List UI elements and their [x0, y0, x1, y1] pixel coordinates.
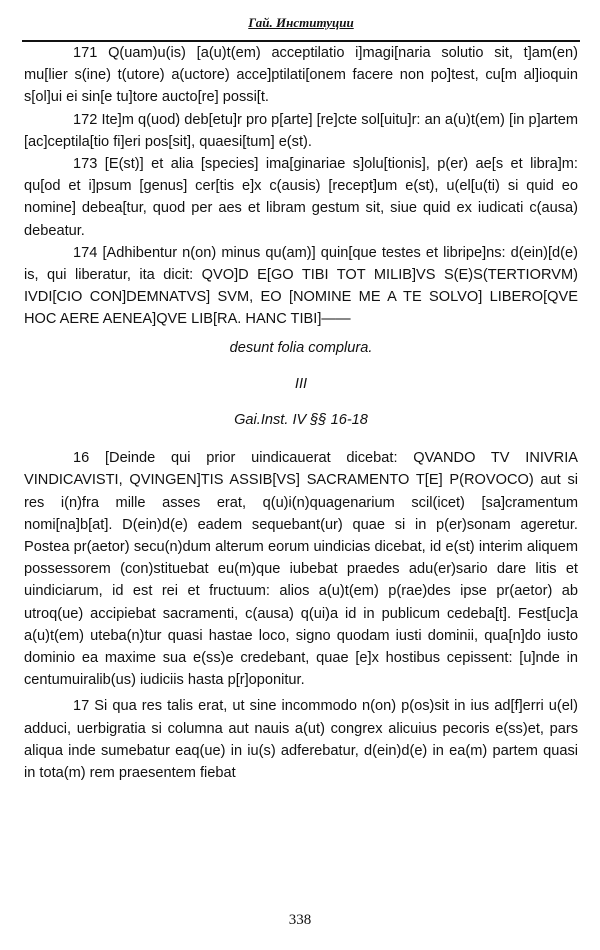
desunt-note: desunt folia complura. [229, 339, 373, 356]
source-reference: Gai.Inst. IV §§ 16-18 [234, 412, 368, 429]
paragraph-16: 16 [Deinde qui prior uindicauerat dicebat: QVANDO TV INIVRIA VINDICAVISTI, QVINGEN]TIS ASSIB[VS] SACRAMENTO T[E] P(ROVOCO) aut si res i(n)fra mille asses erat, q(u)i(n)quagenarium scil(icet) [sa]cramentum nomi[na]b[at]. D(ein)d(e) eadem sequebant(ur) quae si in p(er)sonam ageretur. Postea pr(aetor) secu(n)dum alterum eorum uindicias dicebat, id e(st) interim aliquem possessorem (con)stituebat eu(m)que iubebat praedes adu(er)sario dare litis et uindiciarum, id est rei et fructuum: alios a(u)t(em) p(rae)des ipse pr(aetor) ab utroq(ue) accipiebat sacramenti, c(ausa) q(ui)a id in publicum cedeba[t]. Fest[uc]a a(u)t(em) uteba(n)tur quasi hastae loco, signo quodam iusti dominii, qua[n]do iusto dominio ea maxime sua e(ss)e credebant, quae [e]x hostibus cepissent: [u]nde in centumuiralib(us) iudiciis hasta p[r]oponitur. [24, 450, 578, 689]
section-numeral: III [294, 375, 308, 392]
paragraph-17: 17 Si qua res talis erat, ut sine incommodo n(on) p(os)sit in ius ad[f]erri u(el) adduci, uerbigratia si columna aut nauis a(ut) congrex alicuius pecoris e(ss)et, pars aliqua inde sumebatur eaq(ue) in iu(s) adferebatur, d(ein)d(e) in ea(m) partem quasi in tota(m) rem praesentem fiebat [24, 698, 578, 782]
running-header [22, 14, 580, 42]
page-number: 338 [288, 912, 312, 928]
paragraph-172: 172 Ite]m q(uod) deb[etu]r pro p[arte] [re]cte sol[uitu]r: an a(u)t(em) [in p]artem [ac]ceptila[tio fi]eri pos[sit], quaesi[tum] e(st). [24, 111, 578, 150]
running-title: Гай. Институции [248, 15, 354, 30]
page-body [24, 42, 578, 784]
paragraph-174: 174 [Adhibentur n(on) minus qu(am)] quin[que testes et libripe]ns: d(ein)[d(e) is, qui liberatur, ita dicit: QVO]D E[GO TIBI TOT MILIB]VS S(E)S(TERTIORVM) IVDI[CIO CON]DEMNATVS] SVM, EO [NOMINE ME A TE SOLVO] LIBERO[QVE HOC AERE AENEA]QVE LIB[RA. HANC TIBI]—— [24, 244, 578, 328]
paragraph-173: 173 [E(st)] et alia [species] ima[ginariae s]olu[tionis], p(er) ae[s et libra]m: qu[od et i]psum [genus] cer[tis e]x c(ausis) [recept]um e(st), u(el[u(ti) si quid eo nomine] debea[tur, quod per aes et libram gestum sit, siue quid ex iudicati c(ausa) debeatur. [24, 156, 578, 239]
paragraph-171: 171 Q(uam)u(is) [a(u)t(em) acceptilatio i]magi[naria solutio sit, t]am(en) mu[lier s(ine) t(utore) a(uctore) acce]ptilati[onem facere non po]test, cu[m al]ioquin s[ol]ui ei sin[e tu]tore aucto[re] possi[t. [24, 45, 578, 106]
